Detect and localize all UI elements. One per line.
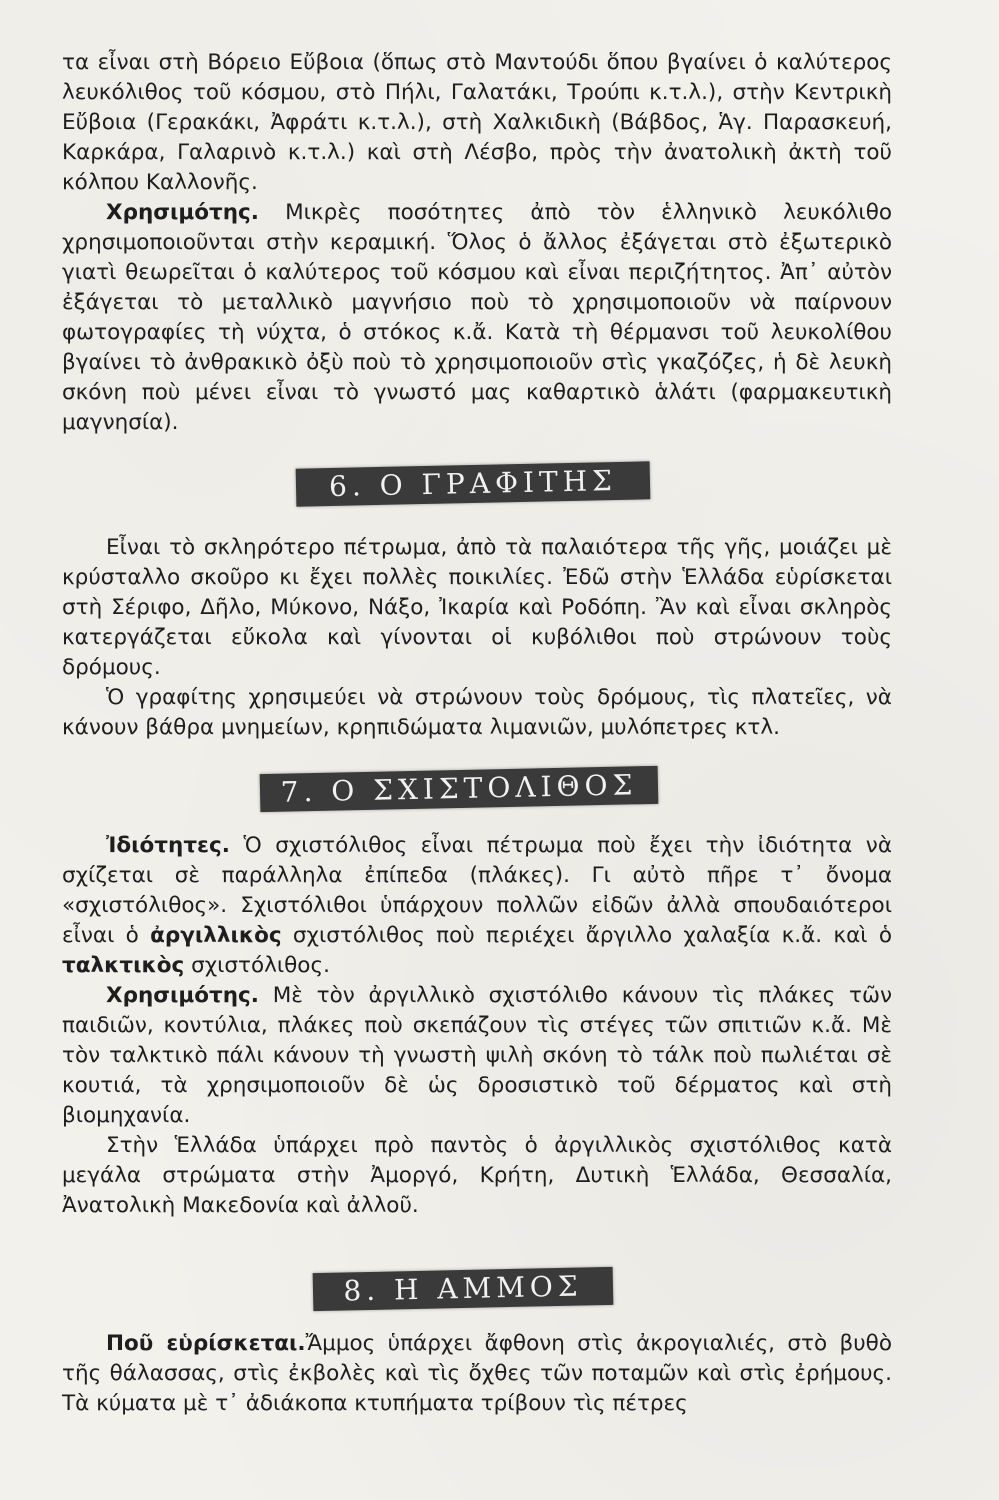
schist-usage-text: Μὲ τὸν ἀργιλλικὸ σχιστόλιθο κάνουν τὶς πλάκες τῶν παιδιῶν, κοντύλια, πλάκες ποὺ σκεπάζουν τὶς στέγες τῶν σπιτιῶν κ.ἄ. Μὲ τὸν ταλκτικὸ πάλι κάνουν τὴ γνωστὴ ψιλὴ σκόνη τὸ τάλκ ποὺ πωλιέται σὲ κουτιά, τὰ χρησιμοποιοῦν δὲ ὡς δροσιστικὸ τοῦ δέρματος καὶ στὴ βιομηχανία. [62,983,892,1128]
where-text: Ἄμμος ὑπάρχει ἄφθονη στὶς ἀκρογιαλιές, στὸ βυθὸ τῆς θάλασσας, στὶς ἐκβολὲς καὶ τὶς ὄχθες τῶν ποταμῶν καὶ στὶς ἐρήμους. Τὰ κύματα μὲ τ᾿ ἀδιάκοπα κτυπήματα τρίβουν τὶς πέτρες [62,1331,892,1416]
intro-paragraph [62,48,892,198]
properties-text-a: Ὁ σχιστόλιθος εἶναι πέτρωμα ποὺ ἔχει τὴν ἰδιότητα νὰ σχίζεται σὲ παράλληλα ἐπίπεδα (πλάκες). Γι αὐτὸ πῆρε τ᾿ ὄνομα «σχιστόλιθος». Σχιστόλιθοι ὑπάρχουν πολλῶν εἰδῶν ἀλλὰ σπουδαιότεροι εἶναι ὁ [62,833,892,948]
section-heading-schist: 7. Ο ΣΧΙΣΤΟΛΙΘΟΣ [260,766,659,812]
schist-location-paragraph: Στὴν Ἑλλάδα ὑπάρχει πρὸ παντὸς ὁ ἀργιλλικὸς σχιστόλιθος κατὰ μεγάλα στρώματα στὴν Ἀμοργό, Κρήτη, Δυτικὴ Ἑλλάδα, Θεσσαλία, Ἀνατολικὴ Μακεδονία καὶ ἀλλοῦ. [62,1133,892,1218]
graphite-paragraph-1: Εἶναι τὸ σκληρότερο πέτρωμα, ἀπὸ τὰ παλαιότερα τῆς γῆς, μοιάζει μὲ κρύσταλλο σκοῦρο κι ἔχει πολλὲς ποικιλίες. Ἐδῶ στὴν Ἑλλάδα εὑρίσκεται στὴ Σέριφο, Δῆλο, Μύκονο, Νάξο, Ἰκαρία καὶ Ροδόπη. Ἂν καὶ εἶναι σκληρὸς κατεργάζεται εὔκολα καὶ γίνονται οἱ κυβόλιθοι ποὺ στρώνουν τοὺς δρόμους. [62,535,892,680]
sand-where-paragraph [62,1329,892,1419]
properties-text-b: σχιστόλιθος ποὺ περιέχει ἄργιλλο χαλαξία κ.ἄ. καὶ ὁ [281,923,892,948]
intro-text-block [62,48,892,438]
sand-text-block [62,1329,892,1419]
usage-text: Μικρὲς ποσότητες ἀπὸ τὸν ἑλληνικὸ λευκόλιθο χρησιμοποιοῦνται στὴν κεραμική. Ὅλος ὁ ἄλλος ἐξάγεται στὸ ἐξωτερικὸ γιατὶ θεωρεῖται ὁ καλύτερος τοῦ κόσμου καὶ εἶναι περιζήτητος. Ἀπ᾿ αὐτὸν ἐξάγεται τὸ μεταλλικὸ μαγνήσιο ποὺ τὸ χρησιμοποιοῦν νὰ παίρνουν φωτογραφίες τὴ νύχτα, ὁ στόκος κ.ἄ. Κατὰ τὴ θέρμανσι τοῦ λευκολίθου βγαίνει τὸ ἀνθρακικὸ ὀξὺ ποὺ τὸ χρησιμοποιοῦν στὶς γκαζόζες, ἡ δὲ λευκὴ σκόνη ποὺ μένει εἶναι τὸ γνωστό μας καθαρτικὸ ἁλάτι (φαρμακευτικὴ μαγνησία). [62,200,892,435]
intro-text: τα εἶναι στὴ Βόρειο Εὔβοια (ὅπως στὸ Μαντούδι ὅπου βγαίνει ὁ καλύτερος λευκόλιθος τοῦ κόσμου, στὸ Πήλι, Γαλατάκι, Τρούπι κ.τ.λ.), στὴν Κεντρικὴ Εὔβοια (Γερακάκι, Ἀφράτι κ.τ.λ.), στὴ Χαλκιδικὴ (Βάβδος, Ἁγ. Παρασκευή, Καρκάρα, Γαλαρινὸ κ.τ.λ.) καὶ στὴ Λέσβο, πρὸς τὴν ἀνατολικὴ ἀκτὴ τοῦ κόλπου Καλλονῆς. [62,50,892,195]
where-label: Ποῦ εὑρίσκεται. [106,1331,306,1356]
schist-usage-label: Χρησιμότης. [106,983,259,1008]
section-heading-sand: 8. Η ΑΜΜΟΣ [313,1267,614,1311]
graphite-text-block [62,533,892,743]
properties-label: Ἰδιότητες. [106,833,230,858]
talc-schist-term: ταλκτικὸς [62,953,185,978]
properties-text-c: σχιστόλιθος. [184,953,330,978]
usage-paragraph [62,198,892,438]
usage-label: Χρησιμότης. [106,200,259,225]
schist-text-block [62,831,892,1221]
schist-properties-paragraph [62,831,892,981]
clay-schist-term: ἀργιλλικὸς [150,923,282,948]
section-heading-graphite: 6. Ο ΓΡΑΦΙΤΗΣ [296,461,651,506]
schist-usage-paragraph [62,981,892,1131]
graphite-paragraph-2: Ὁ γραφίτης χρησιμεύει νὰ στρώνουν τοὺς δρόμους, τὶς πλατεῖες, νὰ κάνουν βάθρα μνημείων, κρηπιδώματα λιμανιῶν, μυλόπετρες κτλ. [62,685,892,740]
